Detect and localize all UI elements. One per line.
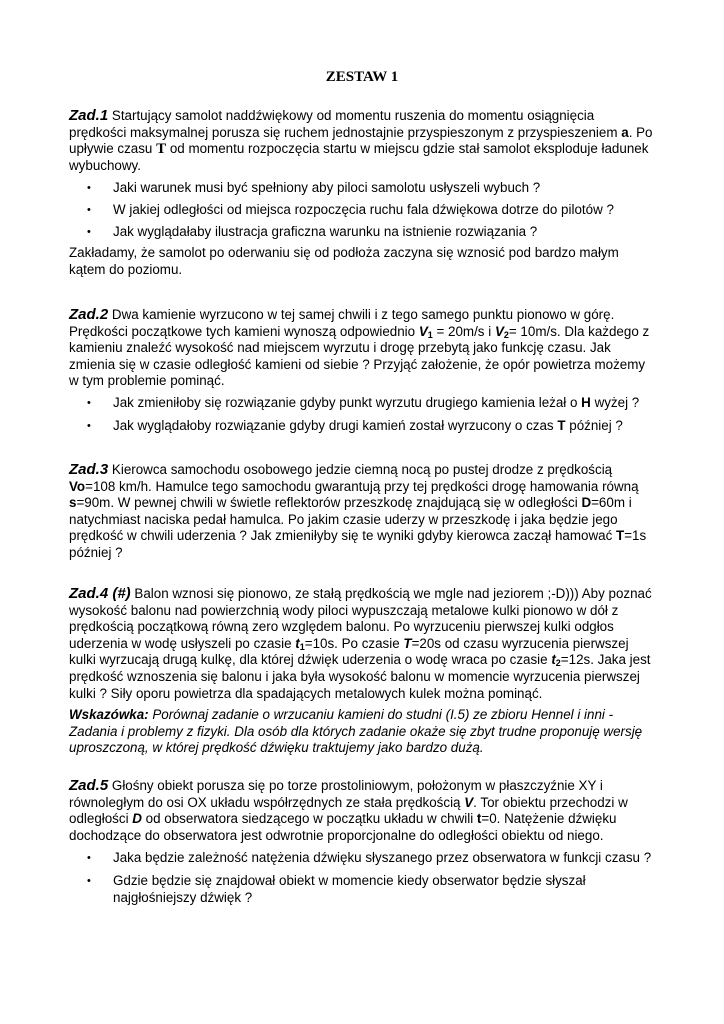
list-item: • Jak wyglądałoby rozwiązanie gdyby drugi kamień został wyrzucony o czas T później ? [69, 418, 653, 435]
task-1-text: Zad.1 Startujący samolot naddźwiękowy od momentu ruszenia do momentu osiągnięcia prędkości maksymalnej porusza się ruchem jednostajnie przyspieszonym z przyspieszeniem a. Po upływie czasu T od momentu rozpoczęcia startu w miejscu gdzie stał samolot eksploduje ładunek wybuchowy. [69, 107, 653, 173]
task-2-label: Zad.2 [69, 306, 109, 323]
list-item: • Jak zmieniłoby się rozwiązanie gdyby punkt wyrzutu drugiego kamienia leżał o H wyżej ? [69, 395, 653, 412]
task-4-label: Zad.4 (#) [69, 585, 131, 602]
task-5-questions [69, 850, 653, 906]
task-2-text: Zad.2 Dwa kamienie wyrzucono w tej samej chwili i z tego samego punktu pionowo w górę. Prędkości początkowe tych kamieni wynoszą odpowiednio $V_1 = 20m/s$ i $V_2= 10m/s$. Dla każdego z kamieniu znaleźć wysokość nad miejscem wyrzutu i drogę przebytą jako funkcję czasu. Jak zmienia się w czasie odległość kamieni od siebie ? Przyjąć założenie, że opór powietrza możemy w tym problemie pominąć. [69, 306, 650, 389]
task-1 [69, 108, 653, 278]
task-4-text: Zad.4 (#) Balon wznosi się pionowo, ze stałą prędkością we mgle nad jeziorem ;-D))) Aby poznać wysokość balonu nad powierzchnią wody piloci wypuszczają metalowe kulki pionowo w dół z prędkością początkową równą zero względem balonu. Po wyrzuceniu pierwszej kulki odgłos uderzenia w wodę usłyszeli po czasie $t_1=10s$. Po czasie T=20s od czasu wyrzucenia pierwszej kulki wyrzucają drugą kulkę, dla której dźwięk uderzenia o wodę wraca po czasie $t_2=12s$. Jaka jest prędkość wznoszenia się balonu i jaka była wysokość balonu w momencie wyrzucenia pierwszej kulki ? Siły oporu powietrza dla spadających metalowych kulek można pominąć. [69, 585, 652, 701]
task-2-questions [69, 395, 653, 434]
task-4 [69, 586, 653, 757]
task-3-text: Zad.3 Kierowca samochodu osobowego jedzie ciemną nocą po pustej drodze z prędkością Vo=108 km/h. Hamulce tego samochodu gwarantują przy tej prędkości drogę hamowania równą s=90m. W pewnej chwili w świetle reflektorów przeszkodę znajdującą się w odległości D=60m i natychmiast naciska pedał hamulca. Po jakim czasie uderzy w przeszkodę i jaka będzie jego prędkość w chwili uderzenia ? Jak zmieniłyby się te wyniki gdyby kierowca zaczął hamować T=1s później ? [69, 461, 647, 560]
task-5-label: Zad.5 [69, 777, 109, 794]
task-3 [69, 462, 653, 562]
list-item: • Jaki warunek musi być spełniony aby piloci samolotu usłyszeli wybuch ? [69, 180, 653, 197]
task-4-hint: Wskazówka: Porównaj zadanie o wrzucaniu kamieni do studni (I.5) ze zbioru Hennel i inni - Zadania i problemy z fizyki. Dla osób dla których zadanie okaże się zbyt trudne proponuję wersję uproszczoną, w której prędkość dźwięku traktujemy jako bardzo dużą. [69, 707, 643, 756]
hint-label: Wskazówka: [69, 707, 149, 723]
task-2 [69, 307, 653, 434]
page-title: ZESTAW 1 [325, 69, 399, 85]
task-5 [69, 778, 653, 906]
list-item: • W jakiej odległości od miejsca rozpoczęcia ruchu fala dźwiękowa dotrze do pilotów ? [69, 202, 653, 219]
task-5-text: Zad.5 Głośny obiekt porusza się po torze prostoliniowym, położonym w płaszczyźnie XY i równoległym do osi OX układu współrzędnych ze stała prędkością V. Tor obiektu przechodzi w odległości D od obserwatora siedzącego w początku układu w chwili t=0. Natężenie dźwięku dochodzące do obserwatora jest odwrotnie proporcjonalne do odległości obiektu od niego. [69, 777, 628, 843]
list-item: • Jak wyglądałaby ilustracja graficzna warunku na istnienie rozwiązania ? [69, 224, 653, 241]
task-3-label: Zad.3 [69, 461, 109, 478]
task-1-questions [69, 180, 653, 240]
list-item: • Gdzie będzie się znajdował obiekt w momencie kiedy obserwator będzie słyszał najgłośniejszy dźwięk ? [69, 873, 653, 906]
task-1-label: Zad.1 [69, 107, 109, 124]
list-item: • Jaka będzie zależność natężenia dźwięku słyszanego przez obserwatora w funkcji czasu ? [69, 850, 653, 867]
task-1-note: Zakładamy, że samolot po oderwaniu się od podłoża zaczyna się wznosić pod bardzo małym kątem do poziomu. [69, 245, 619, 277]
